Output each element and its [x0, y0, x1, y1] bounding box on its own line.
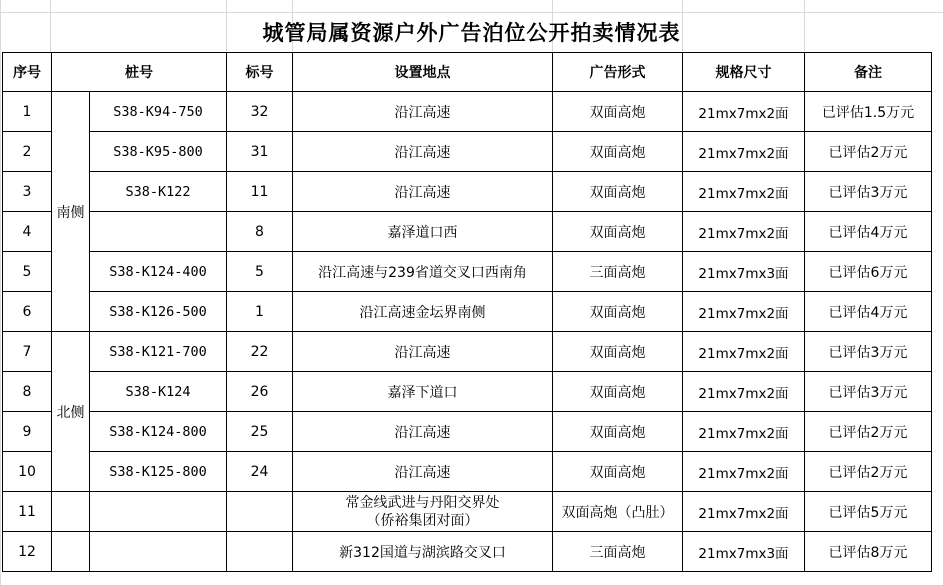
table-row — [3, 412, 932, 452]
cell-note: 已评估4万元 — [805, 292, 932, 332]
table-row — [3, 492, 932, 532]
cell-spec: 21mx7mx3面 — [683, 252, 805, 292]
cell-location-line1: 常金线武进与丹阳交界处 — [345, 494, 500, 511]
cell-location: 沿江高速 — [293, 412, 553, 452]
cell-pile: S38-K94-750 — [90, 92, 227, 132]
cell-mark: 22 — [227, 332, 293, 372]
cell-form: 双面高炮 — [553, 132, 683, 172]
auction-table — [2, 52, 932, 572]
cell-spec: 21mx7mx2面 — [683, 92, 805, 132]
cell-location: 嘉泽下道口 — [293, 372, 553, 412]
cell-pile: S38-K122 — [90, 172, 227, 212]
group-north: 北侧 — [52, 332, 90, 492]
cell-location: 沿江高速 — [293, 92, 553, 132]
table-row — [3, 532, 932, 572]
cell-pile — [90, 212, 227, 252]
cell-mark — [227, 532, 293, 572]
cell-location: 沿江高速 — [293, 132, 553, 172]
cell-location: 沿江高速金坛界南侧 — [293, 292, 553, 332]
header-note: 备注 — [805, 53, 932, 92]
cell-no: 3 — [3, 172, 52, 212]
table-row — [3, 292, 932, 332]
cell-mark: 5 — [227, 252, 293, 292]
header-location: 设置地点 — [293, 53, 553, 92]
cell-no: 10 — [3, 452, 52, 492]
cell-no: 11 — [3, 492, 52, 532]
cell-pile: S38-K124 — [90, 372, 227, 412]
cell-pile — [90, 492, 227, 532]
cell-spec: 21mx7mx2面 — [683, 372, 805, 412]
cell-group-empty — [52, 532, 90, 572]
cell-note: 已评估1.5万元 — [805, 92, 932, 132]
cell-form: 三面高炮 — [553, 252, 683, 292]
cell-no: 1 — [3, 92, 52, 132]
cell-form: 双面高炮 — [553, 92, 683, 132]
table-row — [3, 172, 932, 212]
cell-mark: 31 — [227, 132, 293, 172]
cell-group-empty — [52, 492, 90, 532]
cell-note: 已评估8万元 — [805, 532, 932, 572]
table-row — [3, 252, 932, 292]
table-row — [3, 372, 932, 412]
table-row — [3, 92, 932, 132]
cell-no: 12 — [3, 532, 52, 572]
cell-spec: 21mx7mx2面 — [683, 292, 805, 332]
cell-mark: 8 — [227, 212, 293, 252]
cell-pile: S38-K125-800 — [90, 452, 227, 492]
page-title: 城管局属资源户外广告泊位公开拍卖情况表 — [262, 21, 681, 45]
cell-location: 嘉泽道口西 — [293, 212, 553, 252]
cell-form: 双面高炮（凸肚） — [553, 492, 683, 532]
cell-spec: 21mx7mx3面 — [683, 532, 805, 572]
header-form: 广告形式 — [553, 53, 683, 92]
cell-no: 8 — [3, 372, 52, 412]
cell-spec: 21mx7mx2面 — [683, 172, 805, 212]
cell-spec: 21mx7mx2面 — [683, 132, 805, 172]
cell-form: 双面高炮 — [553, 332, 683, 372]
cell-spec: 21mx7mx2面 — [683, 332, 805, 372]
cell-spec: 21mx7mx2面 — [683, 492, 805, 532]
cell-form: 双面高炮 — [553, 292, 683, 332]
cell-mark: 26 — [227, 372, 293, 412]
cell-spec: 21mx7mx2面 — [683, 452, 805, 492]
cell-location: 新312国道与湖滨路交叉口 — [293, 532, 553, 572]
cell-pile — [90, 532, 227, 572]
cell-note: 已评估3万元 — [805, 332, 932, 372]
cell-form: 双面高炮 — [553, 452, 683, 492]
cell-mark — [227, 492, 293, 532]
table-row — [3, 452, 932, 492]
cell-form: 双面高炮 — [553, 372, 683, 412]
cell-pile: S38-K121-700 — [90, 332, 227, 372]
cell-note: 已评估2万元 — [805, 452, 932, 492]
table-row — [3, 332, 932, 372]
cell-note: 已评估6万元 — [805, 252, 932, 292]
cell-mark: 11 — [227, 172, 293, 212]
cell-mark: 32 — [227, 92, 293, 132]
cell-note: 已评估2万元 — [805, 132, 932, 172]
group-south: 南侧 — [52, 92, 90, 332]
header-mark: 标号 — [227, 53, 293, 92]
cell-pile: S38-K124-800 — [90, 412, 227, 452]
cell-note: 已评估4万元 — [805, 212, 932, 252]
header-row — [3, 53, 932, 92]
cell-note: 已评估2万元 — [805, 412, 932, 452]
header-spec: 规格尺寸 — [683, 53, 805, 92]
cell-location: 沿江高速 — [293, 332, 553, 372]
cell-no: 4 — [3, 212, 52, 252]
cell-location — [293, 492, 553, 532]
cell-form: 双面高炮 — [553, 172, 683, 212]
cell-spec: 21mx7mx2面 — [683, 412, 805, 452]
cell-location: 沿江高速 — [293, 452, 553, 492]
cell-no: 7 — [3, 332, 52, 372]
cell-pile: S38-K124-400 — [90, 252, 227, 292]
cell-no: 9 — [3, 412, 52, 452]
cell-mark: 24 — [227, 452, 293, 492]
cell-form: 双面高炮 — [553, 412, 683, 452]
cell-no: 6 — [3, 292, 52, 332]
header-no: 序号 — [3, 53, 52, 92]
cell-mark: 1 — [227, 292, 293, 332]
cell-pile: S38-K126-500 — [90, 292, 227, 332]
cell-no: 2 — [3, 132, 52, 172]
cell-pile: S38-K95-800 — [90, 132, 227, 172]
header-pile: 桩号 — [52, 53, 227, 92]
cell-note: 已评估3万元 — [805, 172, 932, 212]
cell-location-line2: （侨裕集团对面） — [366, 512, 479, 529]
cell-form: 三面高炮 — [553, 532, 683, 572]
cell-form: 双面高炮 — [553, 212, 683, 252]
table-row — [3, 132, 932, 172]
cell-mark: 25 — [227, 412, 293, 452]
cell-location: 沿江高速 — [293, 172, 553, 212]
cell-spec: 21mx7mx2面 — [683, 212, 805, 252]
cell-note: 已评估5万元 — [805, 492, 932, 532]
cell-note: 已评估3万元 — [805, 372, 932, 412]
cell-location: 沿江高速与239省道交叉口西南角 — [293, 252, 553, 292]
table-row — [3, 212, 932, 252]
cell-no: 5 — [3, 252, 52, 292]
